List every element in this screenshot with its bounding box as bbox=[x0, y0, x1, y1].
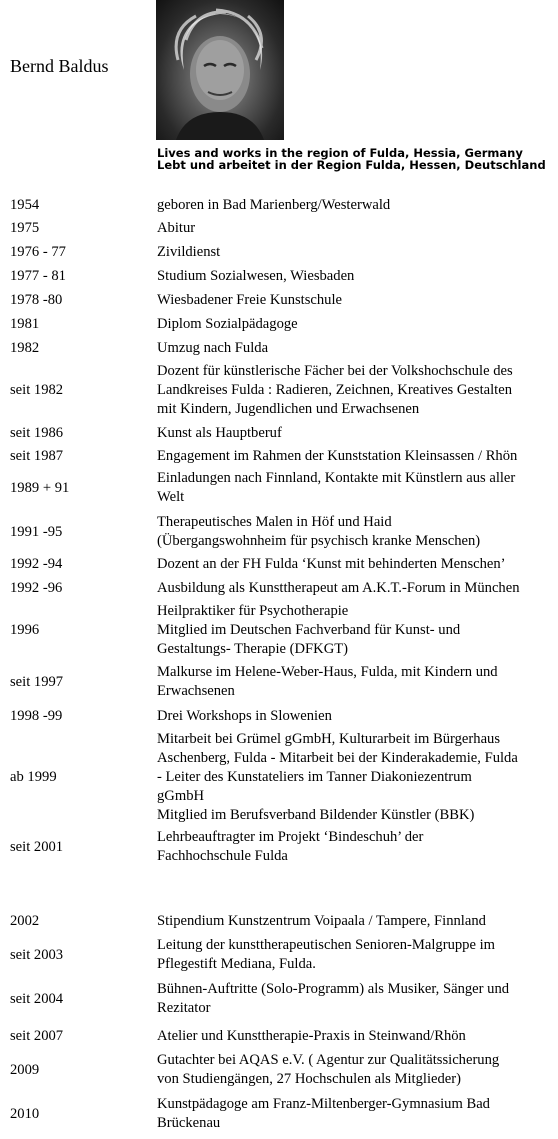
cv-description: Bühnen-Auftritte (Solo-Programm) als Musiker, Sänger und Rezitator bbox=[157, 981, 510, 1016]
cv-year: seit 1987 bbox=[10, 447, 64, 464]
cv-row bbox=[0, 194, 558, 216]
cv-row bbox=[0, 337, 558, 359]
cv-year: seit 2001 bbox=[10, 838, 64, 855]
cv-year: 1981 bbox=[10, 315, 40, 332]
cv-row bbox=[0, 577, 558, 599]
cv-description: Therapeutisches Malen in Höf und Haid (Übergangswohnheim für psychisch kranke Menschen) bbox=[157, 514, 481, 549]
tagline-german: Lebt und arbeitet in der Region Fulda, Hessen, Deutschland bbox=[157, 158, 546, 172]
cv-row bbox=[0, 468, 558, 508]
cv-year: 1982 bbox=[10, 339, 40, 356]
cv-row bbox=[0, 512, 558, 552]
cv-description: Mitarbeit bei Grümel gGmbH, Kulturarbeit im Bürgerhaus Aschenberg, Fulda - Mitarbeit bei der Kinderakademie, Fulda - Leiter des Kunstateliers im Tanner Diakoniezentrum gGmbH Mitglied im Berufsverband Bildender Künstler (BBK) bbox=[157, 730, 518, 823]
cv-year: 1978 -80 bbox=[10, 291, 63, 308]
cv-year: 1977 - 81 bbox=[10, 267, 66, 284]
cv-description: Einladungen nach Finnland, Kontakte mit Künstlern aus aller Welt bbox=[157, 470, 516, 505]
cv-row bbox=[0, 910, 558, 932]
cv-description: Kunstpädagoge am Franz-Miltenberger-Gymnasium Bad Brückenau bbox=[157, 1096, 490, 1131]
cv-year: 1992 -94 bbox=[10, 555, 63, 572]
cv-description: Engagement im Rahmen der Kunststation Kleinsassen / Rhön bbox=[157, 447, 518, 464]
cv-year: 1989 + 91 bbox=[10, 479, 70, 496]
cv-year: 2002 bbox=[10, 912, 40, 929]
cv-description: Leitung der kunsttherapeutischen Senioren-Malgruppe im Pflegestift Mediana, Fulda. bbox=[157, 937, 495, 972]
cv-description: Gutachter bei AQAS e.V. ( Agentur zur Qualitätssicherung von Studiengängen, 27 Hochschulen als Mitglieder) bbox=[157, 1052, 500, 1087]
cv-description: Drei Workshops in Slowenien bbox=[157, 707, 332, 724]
tagline-english: Lives and works in the region of Fulda, Hessia, Germany bbox=[157, 146, 523, 160]
cv-description: Umzug nach Fulda bbox=[157, 339, 269, 356]
cv-row bbox=[0, 729, 558, 825]
cv-description: Malkurse im Helene-Weber-Haus, Fulda, mit Kindern und Erwachsenen bbox=[157, 664, 498, 699]
cv-description: Dozent an der FH Fulda ‘Kunst mit behinderten Menschen’ bbox=[157, 555, 506, 572]
cv-year: 2010 bbox=[10, 1105, 40, 1122]
cv-row bbox=[0, 265, 558, 287]
cv-year: seit 2003 bbox=[10, 946, 64, 963]
cv-description: Abitur bbox=[157, 219, 196, 236]
cv-row bbox=[0, 361, 558, 419]
cv-year: ab 1999 bbox=[10, 768, 57, 785]
cv-year: 1991 -95 bbox=[10, 523, 63, 540]
cv-description: geboren in Bad Marienberg/Westerwald bbox=[157, 196, 391, 213]
cv-row bbox=[0, 662, 558, 702]
cv-row bbox=[0, 422, 558, 444]
cv-row bbox=[0, 601, 558, 659]
cv-row bbox=[0, 217, 558, 239]
cv-description: Lehrbeauftragter im Projekt ‘Bindeschuh’ der Fachhochschule Fulda bbox=[157, 829, 424, 864]
portrait-photo bbox=[156, 0, 284, 140]
cv-row bbox=[0, 1050, 558, 1090]
cv-description: Wiesbadener Freie Kunstschule bbox=[157, 291, 343, 308]
cv-row bbox=[0, 1025, 558, 1047]
cv-description: Heilpraktiker für Psychotherapie Mitglied im Deutschen Fachverband für Kunst- und Gestaltungs- Therapie (DFKGT) bbox=[157, 602, 461, 657]
cv-description: Atelier und Kunsttherapie-Praxis in Steinwand/Rhön bbox=[157, 1027, 466, 1044]
cv-row bbox=[0, 1094, 558, 1134]
cv-year: 1998 -99 bbox=[10, 707, 63, 724]
cv-description: Dozent für künstlerische Fächer bei der Volkshochschule des Landkreises Fulda : Radieren, Zeichnen, Kreatives Gestalten mit Kindern, Jugendlichen und Erwachsenen bbox=[157, 362, 513, 417]
cv-year: 1992 -96 bbox=[10, 579, 63, 596]
cv-year: 1976 - 77 bbox=[10, 243, 66, 260]
cv-row bbox=[0, 241, 558, 263]
cv-row bbox=[0, 705, 558, 727]
cv-year: seit 1986 bbox=[10, 424, 64, 441]
cv-description: Studium Sozialwesen, Wiesbaden bbox=[157, 267, 355, 284]
cv-year: 1954 bbox=[10, 196, 40, 213]
cv-year: seit 2007 bbox=[10, 1027, 64, 1044]
cv-description: Diplom Sozialpädagoge bbox=[157, 315, 298, 332]
cv-row bbox=[0, 935, 558, 975]
cv-description: Zivildienst bbox=[157, 243, 221, 260]
cv-year: 2009 bbox=[10, 1061, 40, 1078]
cv-description: Ausbildung als Kunsttherapeut am A.K.T.-Forum in München bbox=[157, 579, 520, 596]
cv-row bbox=[0, 289, 558, 311]
cv-description: Kunst als Hauptberuf bbox=[157, 424, 282, 441]
cv-year: 1975 bbox=[10, 219, 40, 236]
artist-name: Bernd Baldus bbox=[10, 56, 109, 76]
cv-row bbox=[0, 979, 558, 1019]
cv-year: seit 2004 bbox=[10, 990, 64, 1007]
cv-year: seit 1997 bbox=[10, 673, 64, 690]
location-tagline bbox=[157, 147, 552, 171]
cv-row bbox=[0, 445, 558, 467]
cv-row bbox=[0, 827, 558, 867]
cv-row bbox=[0, 313, 558, 335]
cv-year: seit 1982 bbox=[10, 381, 64, 398]
cv-description: Stipendium Kunstzentrum Voipaala / Tampere, Finnland bbox=[157, 912, 486, 929]
cv-year: 1996 bbox=[10, 621, 40, 638]
cv-row bbox=[0, 553, 558, 575]
